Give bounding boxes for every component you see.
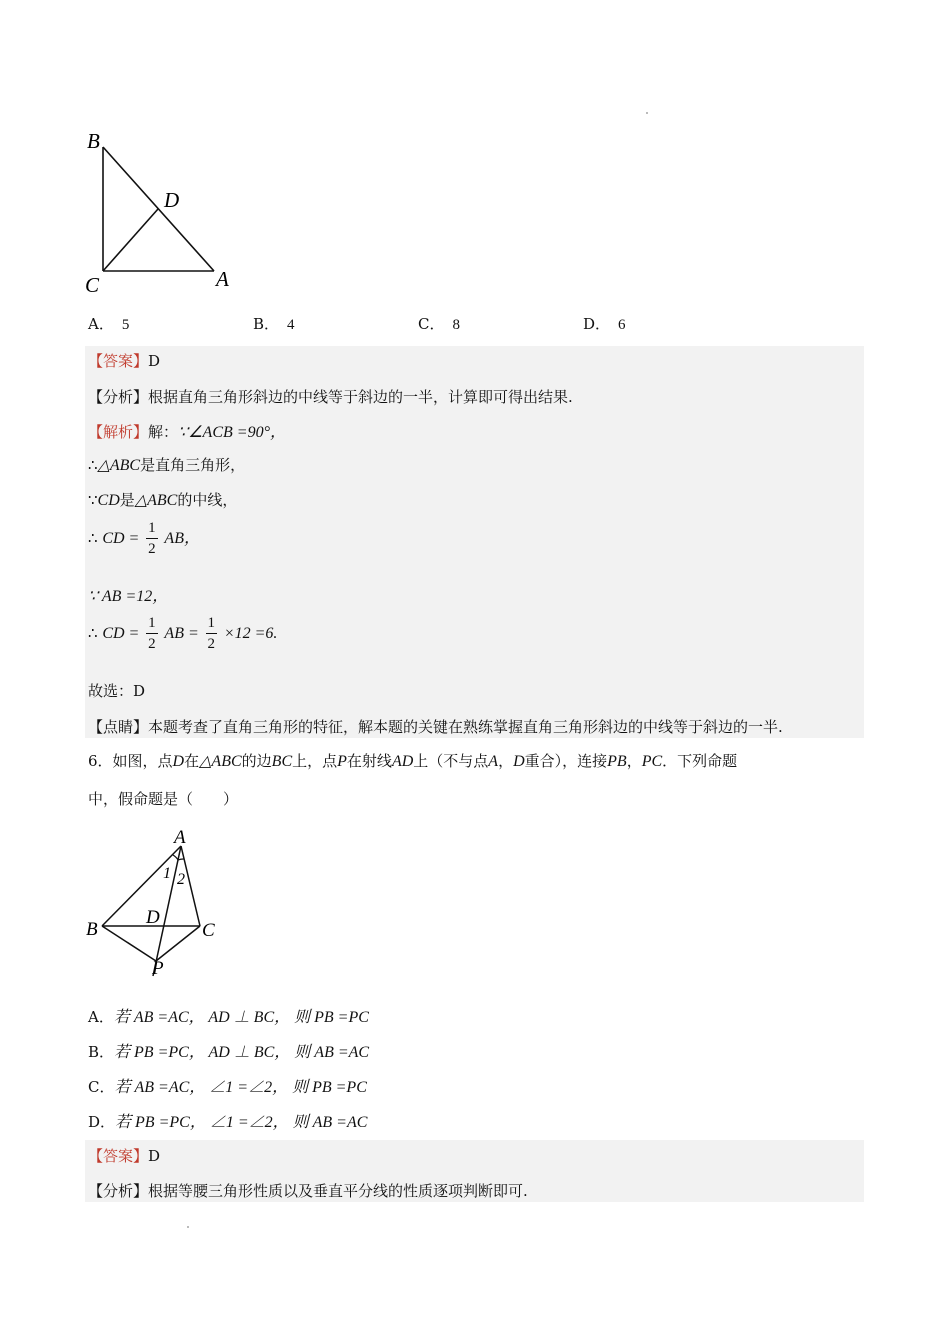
q5-step-6: ∴ CD = $\frac{1}{2}$ AB = $\frac{1}{2}$ ×12 =6. bbox=[88, 615, 278, 652]
label-2: 2 bbox=[177, 871, 185, 888]
q5-option-a: A． 5 bbox=[88, 315, 130, 333]
q6-analysis: 【分析】根据等腰三角形性质以及垂直平分线的性质逐项判断即可. bbox=[88, 1182, 528, 1200]
label-a: A bbox=[216, 267, 229, 291]
fraction-half: $\frac{1}{2}$ bbox=[148, 520, 156, 557]
label-b: B bbox=[87, 129, 100, 153]
label-1: 1 bbox=[163, 865, 171, 882]
q5-step-3: ∵CD是△ABC的中线， bbox=[88, 491, 238, 509]
label-c: C bbox=[202, 920, 215, 941]
q5-step-2: ∴△ABC是直角三角形， bbox=[88, 456, 246, 474]
fraction-half: $\frac{1}{2}$ bbox=[148, 615, 156, 652]
side-ab bbox=[102, 846, 181, 926]
q5-analysis: 【分析】根据直角三角形斜边的中线等于斜边的一半，计算即可得出结果. bbox=[88, 388, 573, 406]
q5-answer: 【答案】D bbox=[88, 352, 161, 370]
angle-2-arc bbox=[178, 859, 184, 860]
label-c: C bbox=[85, 273, 100, 297]
q6-option-b: B．若 PB =PC， AD ⊥ BC， 则 AB =AC bbox=[88, 1043, 370, 1061]
q6-option-c: C．若 AB =AC， ∠1 =∠2， 则 PB =PC bbox=[88, 1078, 367, 1096]
label-d: D bbox=[146, 907, 160, 928]
label-a: A bbox=[174, 827, 186, 848]
q6-stem-line1: 6．如图，点D在△ABC的边BC上，点P在射线AD上（不与点A，D重合），连接PB，PC．下列命题 bbox=[88, 752, 738, 770]
q6-stem-line2: 中，假命题是（ ） bbox=[88, 790, 239, 808]
fraction-half: $\frac{1}{2}$ bbox=[207, 615, 216, 652]
triangle-with-ray-figure bbox=[80, 822, 230, 982]
q5-step-5: ∵ AB =12， bbox=[88, 588, 169, 605]
q6-answer: 【答案】D bbox=[88, 1147, 161, 1165]
q5-option-b: B． 4 bbox=[253, 315, 295, 333]
q5-solution-start: 【解析】解：∵∠ACB =90°， bbox=[88, 423, 286, 441]
right-triangle-figure bbox=[80, 125, 240, 300]
q5-step-4: ∴ CD = $\frac{1}{2}$ AB， bbox=[88, 520, 200, 557]
median-cd bbox=[103, 209, 158, 271]
label-d: D bbox=[164, 188, 180, 212]
q5-choose: 故选：D bbox=[88, 682, 146, 700]
label-p: P bbox=[152, 958, 164, 979]
q6-option-a: A．若 AB =AC， AD ⊥ BC， 则 PB =PC bbox=[88, 1008, 369, 1026]
q6-option-d: D．若 PB =PC， ∠1 =∠2， 则 AB =AC bbox=[88, 1113, 368, 1131]
q5-option-c: C． 8 bbox=[418, 315, 460, 333]
segment-bp bbox=[102, 926, 156, 961]
angle-1-arc bbox=[173, 855, 178, 860]
q5-option-d: D． 6 bbox=[583, 315, 626, 333]
page-mark bbox=[187, 1226, 189, 1228]
label-b: B bbox=[86, 919, 98, 940]
q5-comment: 【点睛】本题考查了直角三角形的特征，解本题的关键在熟练掌握直角三角形斜边的中线等于斜边的一半. bbox=[88, 718, 783, 736]
page-mark bbox=[646, 112, 648, 114]
